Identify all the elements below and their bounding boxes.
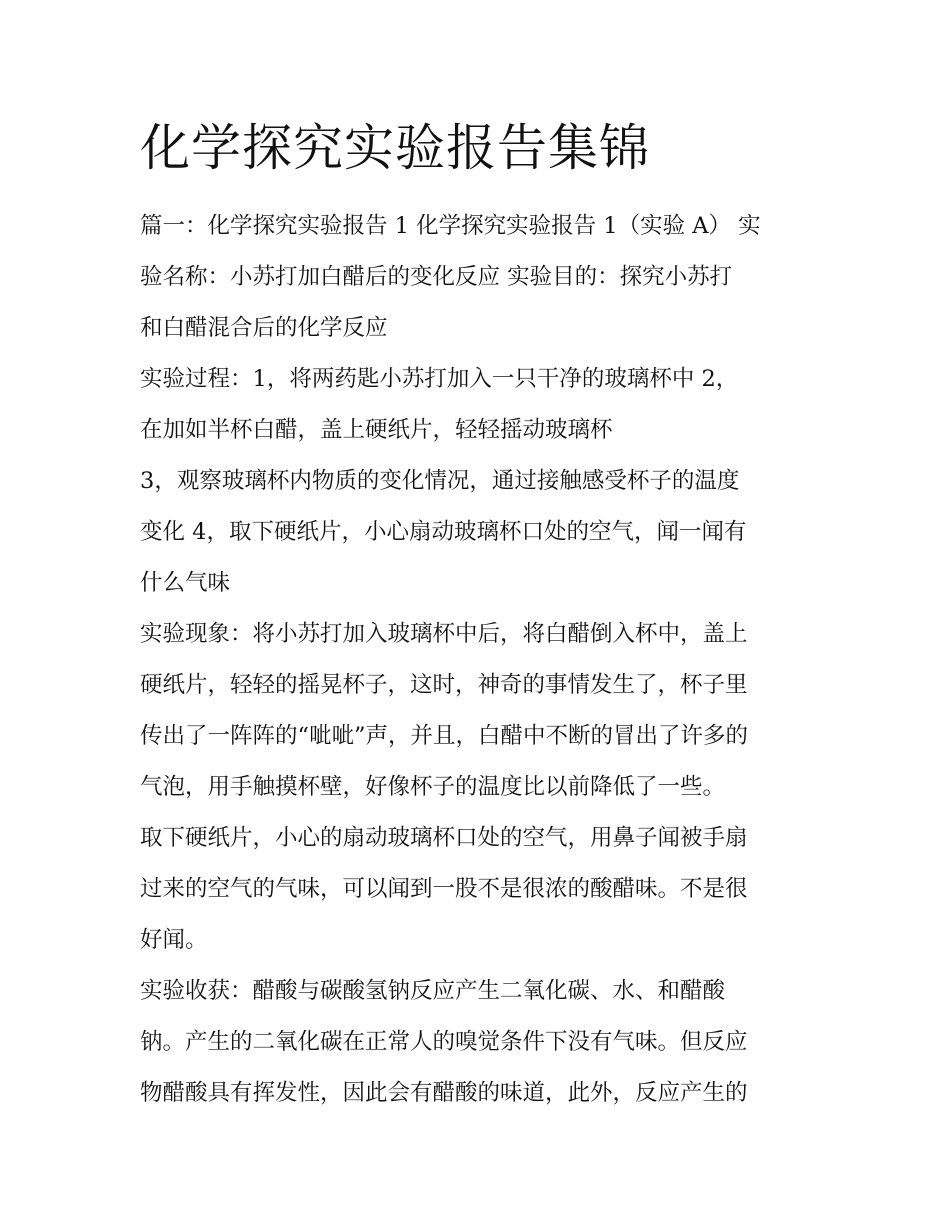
document-title: 化学探究实验报告集锦	[140, 119, 650, 177]
body-line: 验名称：小苏打加白醋后的变化反应 实验目的：探究小苏打	[140, 264, 733, 290]
body-line: 取下硬纸片，小心的扇动玻璃杯口处的空气，用鼻子闻被手扇	[140, 825, 748, 851]
body-line: 在加如半杯白醋，盖上硬纸片，轻轻摇动玻璃杯	[140, 417, 613, 443]
body-line: 好闻。	[140, 927, 208, 953]
body-line: 实验现象：将小苏打加入玻璃杯中后，将白醋倒入杯中，盖上	[140, 621, 748, 647]
body-line: 过来的空气的气味，可以闻到一股不是很浓的酸醋味。不是很	[140, 876, 748, 902]
body-line: 气泡，用手触摸杯壁，好像杯子的温度比以前降低了一些。	[140, 774, 726, 800]
body-line: 3，观察玻璃杯内物质的变化情况，通过接触感受杯子的温度	[140, 468, 740, 494]
document-body	[140, 201, 820, 1119]
body-line: 什么气味	[140, 570, 231, 596]
body-line: 和白醋混合后的化学反应	[140, 315, 388, 341]
body-line: 实验收获：醋酸与碳酸氢钠反应产生二氧化碳、水、和醋酸	[140, 978, 726, 1004]
body-line: 变化 4，取下硬纸片，小心扇动玻璃杯口处的空气，闻一闻有	[140, 519, 747, 545]
body-line: 篇一：化学探究实验报告 1 化学探究实验报告 1（实验 A） 实	[140, 213, 761, 239]
body-line: 物醋酸具有挥发性，因此会有醋酸的味道，此外，反应产生的	[140, 1080, 748, 1106]
body-line: 传出了一阵阵的“呲呲”声，并且，白醋中不断的冒出了许多的	[140, 723, 749, 749]
body-line: 硬纸片，轻轻的摇晃杯子，这时，神奇的事情发生了，杯子里	[140, 672, 748, 698]
body-line: 实验过程：1，将两药匙小苏打加入一只干净的玻璃杯中 2，	[140, 366, 739, 392]
body-line: 钠。产生的二氧化碳在正常人的嗅觉条件下没有气味。但反应	[140, 1029, 748, 1055]
